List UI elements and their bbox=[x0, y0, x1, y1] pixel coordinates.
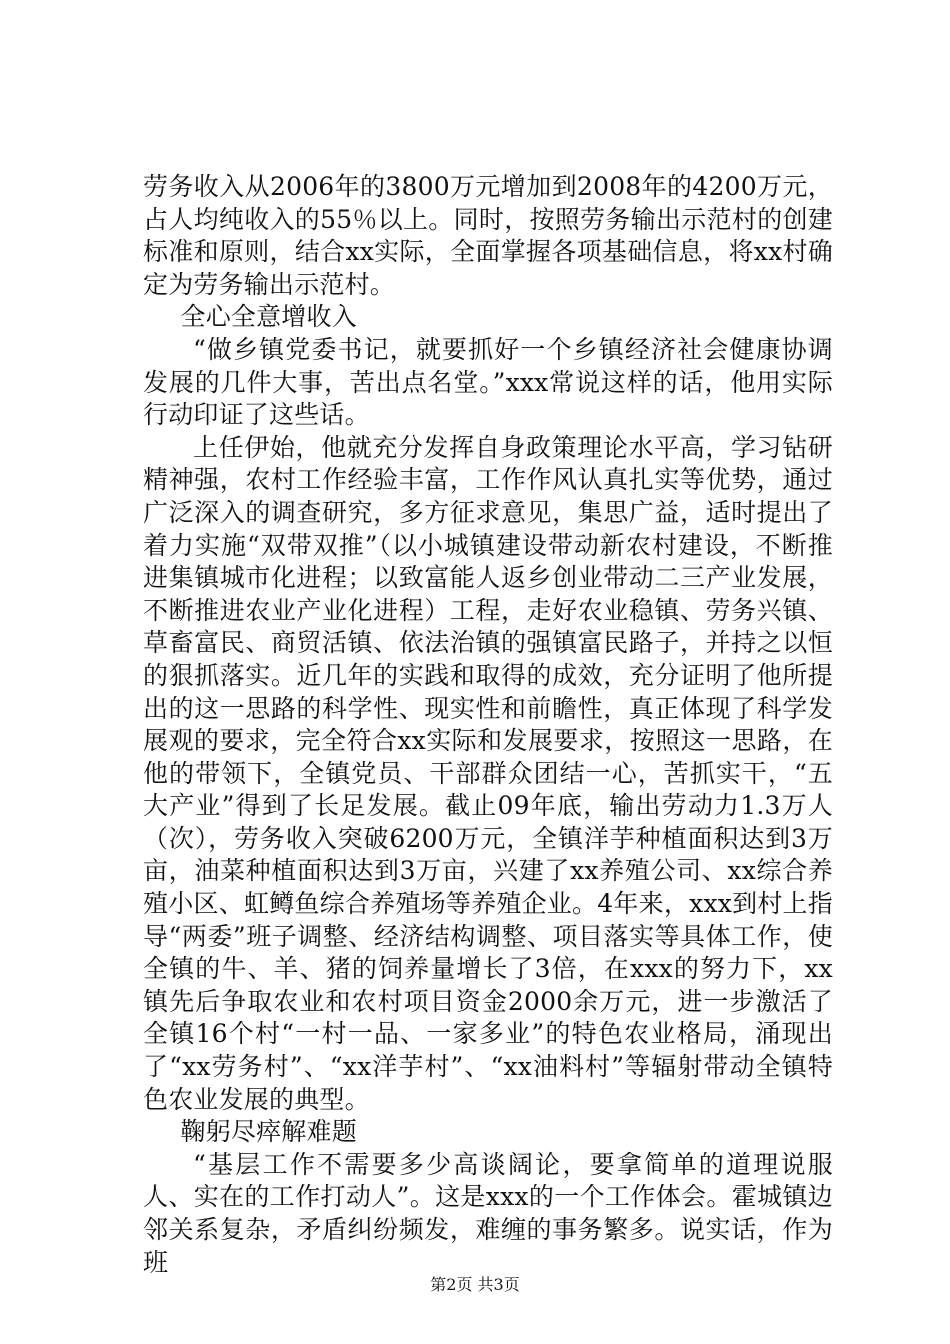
paragraph-quote-secretary: “做乡镇党委书记，就要抓好一个乡镇经济社会健康协调发展的几件大事，苦出点名堂。”xxx常说这样的话，他用实际行动印证了这些话。 bbox=[143, 334, 833, 430]
section-heading-problems: 鞠躬尽瘁解难题 bbox=[180, 1117, 357, 1147]
paragraph-grassroots-work: “基层工作不需要多少高谈阔论，要拿简单的道理说服人、实在的工作打动人”。这是xxx的一个工作体会。霍城镇边邻关系复杂，矛盾纠纷频发，难缠的事务繁多。说实话，作为班 bbox=[143, 1149, 833, 1277]
paragraph-continuation: 劳务收入从2006年的3800万元增加到2008年的4200万元，占人均纯收入的55％以上。同时，按照劳务输出示范村的创建标准和原则，结合xx实际，全面掌握各项基础信息，将xx村确定为劳务输出示范村。 bbox=[143, 172, 833, 299]
section-heading-income: 全心全意增收入 bbox=[180, 302, 357, 332]
page-footer: 第2页 共3页 bbox=[430, 1275, 520, 1294]
document-body bbox=[143, 171, 833, 1279]
paragraph-main-achievements: 上任伊始，他就充分发挥自身政策理论水平高，学习钻研精神强，农村工作经验丰富，工作作风认真扎实等优势，通过广泛深入的调查研究，多方征求意见，集思广益，适时提出了着力实施“双带双推”（以小城镇建设带动新农村建设，不断推进集镇城市化进程；以致富能人返乡创业带动二三产业发展，不断推进农业产业化进程）工程，走好农业稳镇、劳务兴镇、草畜富民、商贸活镇、依法治镇的强镇富民路子，并持之以恒的狠抓落实。近几年的实践和取得的成效，充分证明了他所提出的这一思路的科学性、现实性和前瞻性，真正体现了科学发展观的要求，完全符合xx实际和发展要求，按照这一思路，在他的带领下，全镇党员、干部群众团结一心，苦抓实干，“五大产业”得到了长足发展。截止09年底，输出劳动力1.3万人（次），劳务收入突破6200万元，全镇洋芋种植面积达到3万亩，油菜种植面积达到3万亩，兴建了xx养殖公司、xx综合养殖小区、虹鳟鱼综合养殖场等养殖企业。4年来，xxx到村上指导“两委”班子调整、经济结构调整、项目落实等具体工作，使全镇的牛、羊、猪的饲养量增长了3倍，在xxx的努力下，xx镇先后争取农业和农村项目资金2000余万元，进一步激活了全镇16个村“一村一品、一家多业”的特色农业格局，涌现出了“xx劳务村”、“xx洋芋村”、“xx油料村”等辐射带动全镇特色农业发展的典型。 bbox=[143, 432, 833, 1114]
